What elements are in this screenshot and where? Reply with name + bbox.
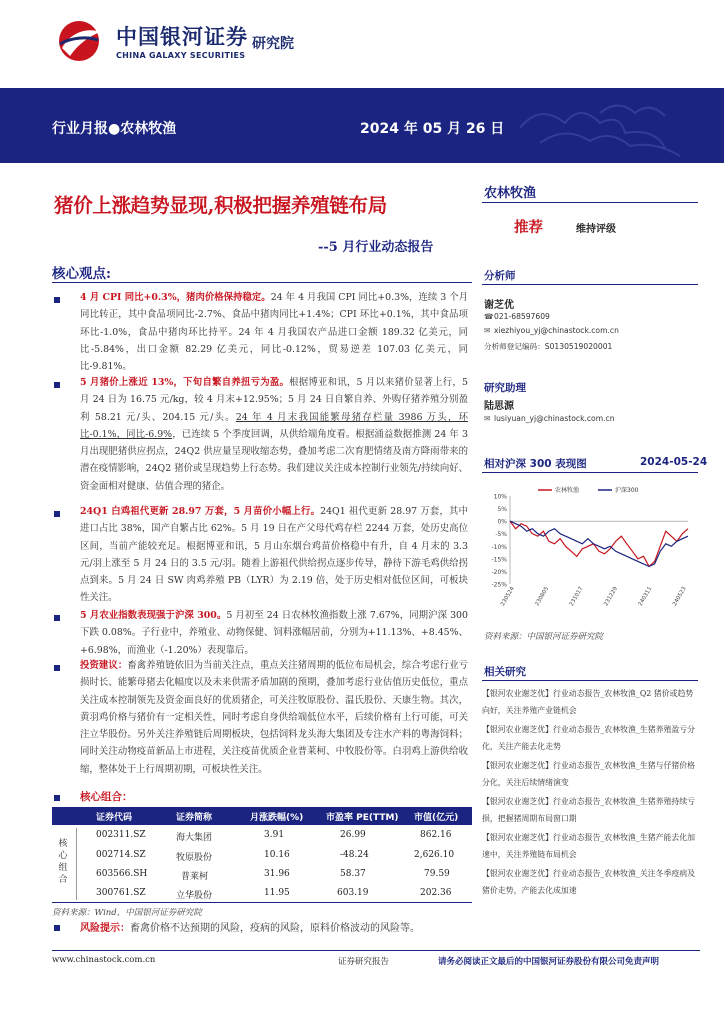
y-tick-label: 0%	[497, 518, 507, 526]
analyst-phone: ☎021-68597609	[484, 312, 550, 321]
x-tick-label: 240311	[637, 586, 654, 608]
portfolio-heading: 核心组合：	[80, 791, 133, 803]
related-heading: 相关研究	[484, 666, 526, 678]
chart-series	[510, 521, 688, 566]
chart-rule	[482, 472, 698, 473]
col-header-code: 证券代码	[96, 813, 133, 823]
sector-rule	[482, 202, 698, 203]
chart-source: 资料来源：中国银河证券研究院	[484, 632, 604, 642]
risk-warning: 风险提示：畜禽价格不达预期的风险，疫病的风险，原料价格波动的风险等。	[80, 923, 420, 934]
bullet-icon	[54, 615, 60, 621]
x-tick-label: 230805	[534, 586, 551, 608]
bullet-icon	[54, 297, 60, 303]
chart-legend	[538, 486, 639, 494]
sector-name: 农林牧渔	[484, 186, 537, 201]
bullet-icon	[54, 795, 60, 801]
related-report-4[interactable]: 【银河农业谢芝优】行业动态报告_农林牧渔_生猪养殖持续亏损，把握猪周期布局窗口期	[482, 797, 696, 823]
portfolio-vertical-label: 核心组合	[58, 839, 68, 885]
col-header-change: 月涨跌幅(%)	[250, 813, 304, 823]
bullet-icon	[54, 382, 60, 388]
y-tick-label: 10%	[493, 493, 507, 501]
bullet-icon	[54, 925, 60, 931]
rating-subtext: 维持评级	[576, 224, 616, 235]
series-line-1	[510, 521, 688, 566]
chart-date: 2024-05-24	[640, 456, 708, 468]
x-tick-label: 231017	[568, 586, 585, 608]
legend-label: 农林牧渔	[555, 487, 580, 494]
related-report-5[interactable]: 【银河农业谢芝优】行业动态报告_农林牧渔_生猪产能去化加速中，关注养殖链布局机会	[482, 833, 696, 859]
core-point-3: 24Q1 白鸡祖代更新 28.97 万套，5 月苗价小幅上行。24Q1 祖代更新 28.97 万套，其中进口占比 38%，国产自繁占比 62%。5 月 19 日在产父母代鸡存栏 2244 万套，处历史高位区间，当前产能较充足。根据博亚和讯，5 月山东烟台鸡苗价格稳中有升，自 4 月末的 3.3 元/羽上涨至 5 月 24 日的 3.5 元/羽。随着上游祖代供给拐点逐步传导，静待下游毛鸡供给拐点到来。5 月 24 日 SW 肉鸡养殖 PB（LYR）为 2.19 倍，处于历史相对低位区间，可板块性关注。	[80, 506, 468, 604]
y-tick-label: 5%	[497, 506, 507, 514]
logo-institute: 研究院	[252, 36, 294, 52]
related-report-3[interactable]: 【银河农业谢芝优】行业动态报告_农林牧渔_生猪与仔猪价格分化，关注后续情绪演变	[482, 761, 696, 787]
bullet-icon	[54, 665, 60, 671]
report-subtitle: --5 月行业动态报告	[318, 240, 434, 255]
chart-heading: 相对沪深 300 表现图	[484, 458, 587, 470]
col-header-mktcap: 市值(亿元)	[414, 813, 459, 823]
phone-icon: ☎	[484, 312, 494, 321]
core-point-2: 5 月猪价上涨近 13%，下旬自繁自养扭亏为盈。根据博亚和讯，5 月以来猪价显著上行，5 月 24 日为 16.75 元/kg，较 4 月末+12.95%；5 月 24 日自繁自养、外购仔猪养殖分别盈利 58.21 元/头、204.15 元/头。24 年 4 月末我国能繁母猪存栏量 3986 万头，环比-0.1%，同比-6.9%，已连续 5 个季度回调，从供给端角度看。根据涌益数据推测 24 年 3 月出现肥猪供应拐点，24Q2 供应量呈现收缩态势，叠加考虑二次育肥情绪及南方降雨带来的潜在疫情影响，24Q2 猪价或呈现趋势上行态势。我们建议关注成本控制行业领先/持续向好、资金面相对健康、估值合理的猪企。	[80, 377, 469, 492]
table-divider	[76, 828, 77, 900]
core-point-4: 5 月农业指数表现强于沪深 300。5 月初至 24 日农林牧渔指数上涨 7.67%，同期沪深 300 下跌 0.08%。子行业中，养殖业、动物保健、饲料涨幅居前，分别为+11.13%、+8.45%、+6.98%，而渔业（-1.20%）表现靠后。	[80, 610, 468, 656]
footer-website[interactable]: www.chinastock.com.cn	[52, 955, 156, 965]
y-tick-label: -5%	[495, 531, 507, 539]
report-category: 行业月报●农林牧渔	[52, 121, 177, 137]
email-icon: ✉	[484, 326, 491, 335]
assistant-heading: 研究助理	[484, 382, 526, 394]
logo-company-name: 中国银河证券	[116, 25, 248, 49]
related-report-2[interactable]: 【银河农业谢芝优】行业动态报告_农林牧渔_生猪养殖盈亏分化，关注产能去化走势	[482, 725, 696, 751]
analyst-heading: 分析师	[484, 270, 516, 282]
y-tick-label: -10%	[491, 543, 507, 551]
analyst-rule	[482, 284, 698, 285]
footer-rule	[52, 950, 700, 951]
x-tick-label: 240523	[672, 586, 688, 608]
y-tick-label: -15%	[491, 556, 507, 564]
table-bottom-rule	[52, 902, 472, 903]
x-tick-label: 230524	[500, 586, 516, 608]
table-source: 资料来源：Wind，中国银河证券研究院	[52, 908, 202, 918]
assistant-name: 陆思源	[484, 401, 514, 412]
legend-label: 沪深300	[615, 487, 639, 494]
report-date: 2024 年 05 月 26 日	[360, 121, 505, 137]
core-views-rule	[52, 282, 472, 283]
related-rule	[482, 680, 698, 681]
related-report-1[interactable]: 【银河农业谢芝优】行业动态报告_农林牧渔_Q2 猪价或趋势向好，关注养殖产业链机会	[482, 689, 694, 715]
col-header-pe: 市盈率 PE(TTM)	[326, 813, 399, 823]
analyst-name: 谢芝优	[484, 300, 514, 311]
report-title: 猪价上涨趋势显现,积极把握养殖链布局	[54, 194, 387, 217]
y-tick-label: -20%	[491, 568, 507, 576]
email-icon: ✉	[484, 414, 491, 423]
analyst-registration: 分析师登记编码：S0130519020001	[484, 342, 613, 351]
y-tick-label: -25%	[491, 581, 507, 589]
x-tick-label: 231229	[603, 586, 619, 608]
rating: 推荐	[514, 220, 543, 236]
logo-english-name: CHINA GALAXY SECURITIES	[116, 51, 246, 60]
core-point-5: 投资建议：畜禽养殖链依旧为当前关注点，重点关注猪周期的低位布局机会，综合考虑行业亏损时长、能繁母猪去化幅度以及未来供需矛盾加剧的预期，叠加考虑行业估值历史低位，重点关注成本控制领先及资金面良好的优质猪企，可关注牧原股份、温氏股份、天康生物。其次，黄羽鸡价格与猪价有一定相关性，同时考虑自身供给端低位水平，后续价格有上行可能，可关注立华股份。另外关注养殖链后周期板块，包括饲料龙头海大集团及专注水产料的粤海饲料；同时关注动物疫苗新品上市进程，关注疫苗优质企业普莱柯、中牧股份等。白羽鸡上游供给收缩，整体处于上行周期初期，可板块性关注。	[80, 660, 468, 775]
bullet-icon	[54, 511, 60, 517]
analyst-email[interactable]: ✉ xiezhiyou_yj@chinastock.com.cn	[484, 326, 619, 335]
relative-performance-chart	[482, 480, 698, 610]
core-point-1: 4 月 CPI 同比+0.3%，猪肉价格保持稳定。24 年 4 月我国 CPI 同比+0.3%，连续 3 个月同比转正，其中食品项同比-2.7%、食品中猪肉同比+1.4%；CPI 环比+0.1%，其中食品项环比-1.0%，食品中猪肉环比持平。24 年 4 月我国农产品进口金额 189.32 亿美元，同比-5.84%，出口金额 82.29 亿美元，同比-0.12%，贸易逆差 107.03 亿美元，同比-9.81%。	[80, 292, 468, 373]
col-header-name: 证券简称	[176, 813, 213, 823]
footer-center: 证券研究报告	[338, 957, 390, 967]
core-views-heading: 核心观点:	[52, 266, 111, 282]
galaxy-logo-icon	[56, 18, 102, 64]
footer-disclaimer: 请务必阅读正文最后的中国银河证券股份有限公司免责声明	[438, 957, 660, 967]
related-report-6[interactable]: 【银河农业谢芝优】行业动态报告_农林牧渔_关注冬季疫病及猪价走势，产能去化成加速	[482, 869, 696, 895]
assistant-email[interactable]: ✉ lusiyuan_yj@chinastock.com.cn	[484, 414, 615, 423]
